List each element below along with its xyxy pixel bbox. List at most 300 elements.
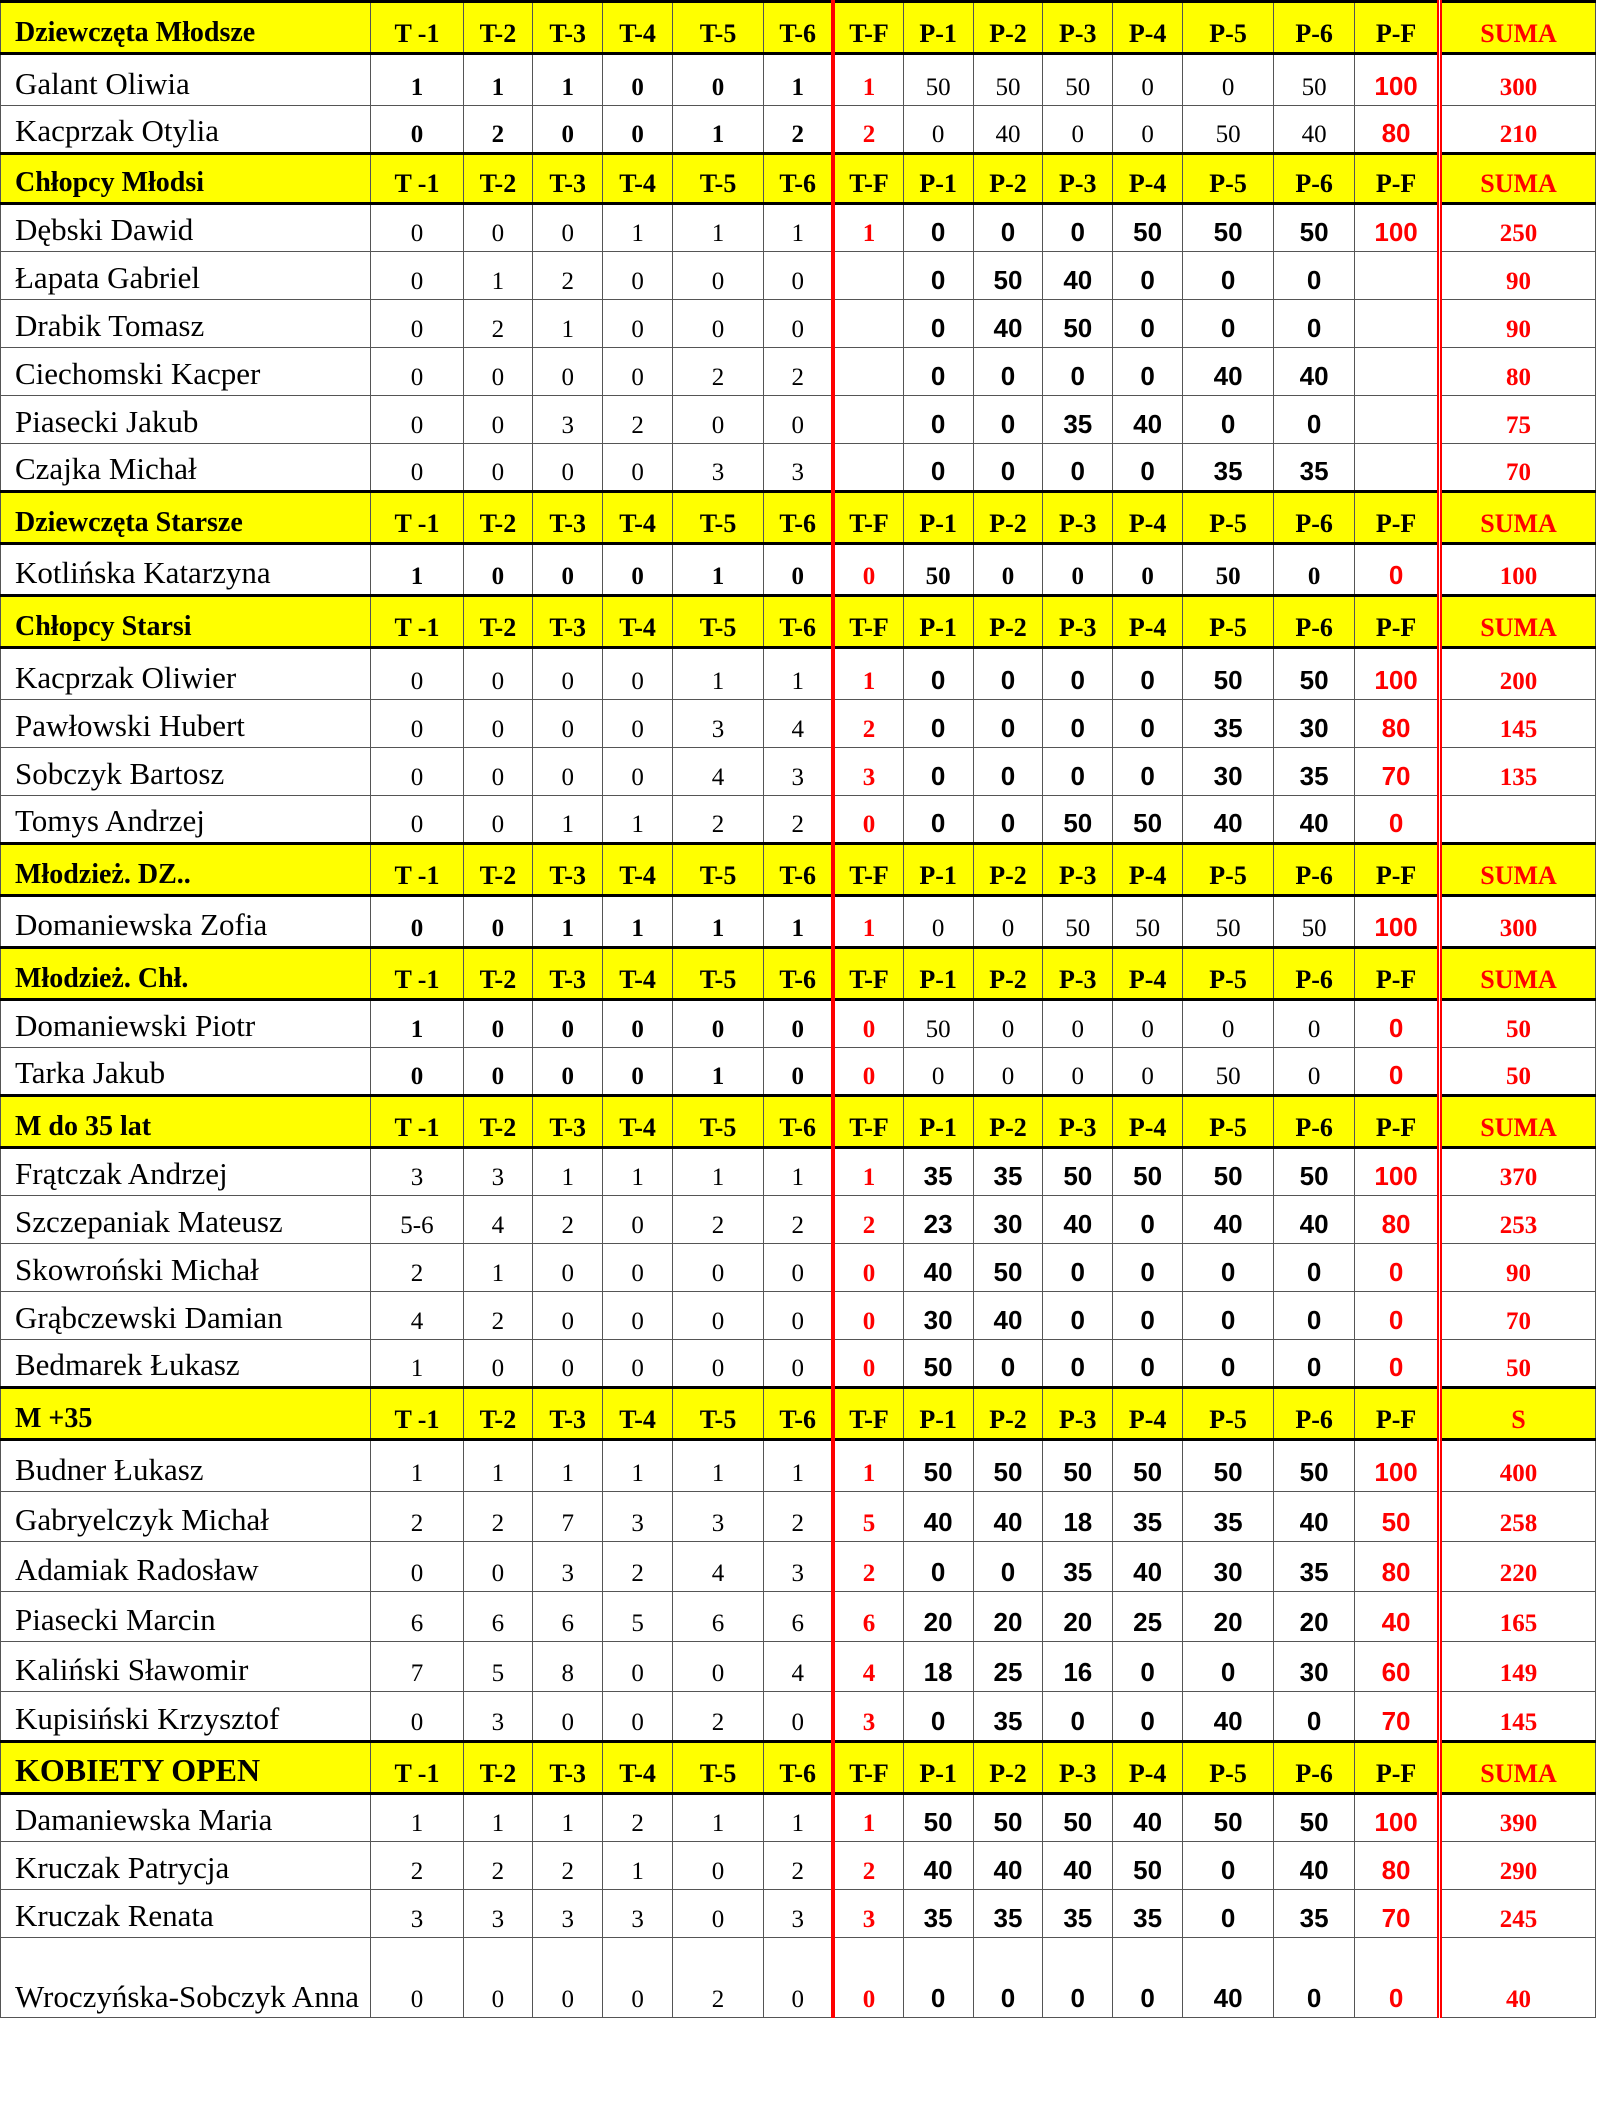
- score-cell: 40: [1113, 396, 1183, 444]
- score-cell: 30: [1274, 700, 1355, 748]
- score-cell: 35: [1113, 1492, 1183, 1542]
- column-header: T-4: [603, 492, 673, 544]
- score-cell: 0: [764, 396, 834, 444]
- table-row: [1, 1292, 1596, 1340]
- score-cell: 0: [1113, 748, 1183, 796]
- score-cell: 80: [1355, 1842, 1440, 1890]
- score-cell: 80: [1355, 700, 1440, 748]
- score-cell: 0: [903, 348, 973, 396]
- score-cell: 0: [1274, 1340, 1355, 1388]
- score-cell: 0: [672, 1244, 763, 1292]
- column-header: P-3: [1043, 596, 1113, 648]
- score-cell: 50: [1043, 796, 1113, 844]
- column-header: P-1: [903, 2, 973, 54]
- score-cell: 35: [1183, 444, 1274, 492]
- participant-name: Tomys Andrzej: [1, 796, 371, 844]
- column-header: P-3: [1043, 492, 1113, 544]
- score-cell: 0: [1043, 1340, 1113, 1388]
- score-cell: 50: [1113, 204, 1183, 252]
- column-header: T-F: [833, 492, 903, 544]
- column-header: T -1: [371, 596, 463, 648]
- total-cell: 90: [1440, 1244, 1596, 1292]
- score-cell: 20: [1274, 1592, 1355, 1642]
- score-cell: 0: [903, 648, 973, 700]
- score-cell: 0: [973, 1048, 1043, 1096]
- score-cell: 2: [371, 1244, 463, 1292]
- column-header: T-F: [833, 1388, 903, 1440]
- score-cell: 0: [603, 444, 673, 492]
- column-header-suma: SUMA: [1440, 844, 1596, 896]
- total-cell: 220: [1440, 1542, 1596, 1592]
- column-header: P-5: [1183, 154, 1274, 204]
- score-cell: 50: [1355, 1492, 1440, 1542]
- column-header: P-2: [973, 1742, 1043, 1794]
- group-header-row: [1, 1388, 1596, 1440]
- group-header-row: [1, 596, 1596, 648]
- score-cell: 35: [1274, 748, 1355, 796]
- total-cell: 165: [1440, 1592, 1596, 1642]
- score-cell: 0: [1043, 204, 1113, 252]
- score-cell: 0: [603, 348, 673, 396]
- participant-name: Budner Łukasz: [1, 1440, 371, 1492]
- total-cell: 370: [1440, 1148, 1596, 1196]
- participant-name: Kotlińska Katarzyna: [1, 544, 371, 596]
- score-cell: 50: [1183, 106, 1274, 154]
- score-cell: 0: [463, 544, 533, 596]
- score-cell: 40: [1355, 1592, 1440, 1642]
- score-cell: 1: [764, 1794, 834, 1842]
- column-header: T-5: [672, 2, 763, 54]
- score-cell: 0: [973, 796, 1043, 844]
- score-cell: 50: [1183, 1794, 1274, 1842]
- score-cell: 2: [764, 1196, 834, 1244]
- score-cell: 50: [973, 1244, 1043, 1292]
- score-cell: 2: [603, 396, 673, 444]
- column-header: P-1: [903, 596, 973, 648]
- score-cell: 0: [672, 300, 763, 348]
- column-header: T-4: [603, 596, 673, 648]
- score-cell: 1: [603, 1440, 673, 1492]
- score-cell: 40: [1274, 106, 1355, 154]
- score-cell: 0: [533, 204, 603, 252]
- score-cell: 5-6: [371, 1196, 463, 1244]
- score-cell: 5: [463, 1642, 533, 1692]
- score-cell: 100: [1355, 1794, 1440, 1842]
- score-cell: 50: [1043, 300, 1113, 348]
- score-cell: 0: [371, 444, 463, 492]
- score-cell: 0: [533, 1938, 603, 2018]
- score-cell: 0: [603, 1692, 673, 1742]
- column-header: P-5: [1183, 492, 1274, 544]
- score-cell: 100: [1355, 1148, 1440, 1196]
- score-cell: 7: [371, 1642, 463, 1692]
- column-header: P-4: [1113, 844, 1183, 896]
- score-cell: 0: [603, 648, 673, 700]
- score-cell: 2: [463, 1292, 533, 1340]
- score-cell: [1355, 252, 1440, 300]
- score-cell: 0: [1113, 1244, 1183, 1292]
- total-cell: 400: [1440, 1440, 1596, 1492]
- score-cell: 0: [1043, 106, 1113, 154]
- score-cell: 0: [1043, 1048, 1113, 1096]
- column-header: T-5: [672, 844, 763, 896]
- score-cell: 0: [973, 1542, 1043, 1592]
- column-header: T-4: [603, 844, 673, 896]
- score-cell: 0: [463, 1340, 533, 1388]
- column-header: P-3: [1043, 1388, 1113, 1440]
- group-header-row: [1, 1096, 1596, 1148]
- score-cell: 0: [603, 1642, 673, 1692]
- table-row: [1, 1492, 1596, 1542]
- score-cell: 1: [371, 1440, 463, 1492]
- score-cell: 2: [833, 106, 903, 154]
- score-cell: 0: [371, 748, 463, 796]
- column-header: T-4: [603, 154, 673, 204]
- score-cell: 0: [973, 1938, 1043, 2018]
- score-cell: 1: [603, 796, 673, 844]
- score-cell: 1: [371, 544, 463, 596]
- column-header: P-5: [1183, 948, 1274, 1000]
- score-cell: 0: [833, 796, 903, 844]
- participant-name: Kupisiński Krzysztof: [1, 1692, 371, 1742]
- score-cell: 50: [1274, 1148, 1355, 1196]
- column-header: P-4: [1113, 1388, 1183, 1440]
- score-cell: 50: [1274, 648, 1355, 700]
- column-header: P-F: [1355, 1742, 1440, 1794]
- total-cell: 300: [1440, 54, 1596, 106]
- score-cell: 50: [973, 1440, 1043, 1492]
- total-cell: 390: [1440, 1794, 1596, 1842]
- score-cell: 1: [672, 1440, 763, 1492]
- column-header: P-F: [1355, 492, 1440, 544]
- participant-name: Galant Oliwia: [1, 54, 371, 106]
- score-cell: 40: [1183, 1692, 1274, 1742]
- score-cell: 50: [1043, 1440, 1113, 1492]
- score-cell: 0: [1113, 648, 1183, 700]
- participant-name: Damaniewska Maria: [1, 1794, 371, 1842]
- score-cell: 0: [903, 796, 973, 844]
- score-cell: 0: [833, 1938, 903, 2018]
- score-cell: 0: [903, 1542, 973, 1592]
- score-cell: 2: [463, 106, 533, 154]
- score-cell: 0: [973, 544, 1043, 596]
- column-header: P-3: [1043, 948, 1113, 1000]
- score-cell: [833, 300, 903, 348]
- column-header: P-3: [1043, 1096, 1113, 1148]
- table-row: [1, 252, 1596, 300]
- score-cell: 50: [1113, 896, 1183, 948]
- score-cell: 0: [833, 1340, 903, 1388]
- score-cell: 50: [1274, 1440, 1355, 1492]
- score-cell: 0: [903, 106, 973, 154]
- score-cell: 1: [833, 1440, 903, 1492]
- score-cell: 0: [533, 1000, 603, 1048]
- score-cell: 40: [1183, 796, 1274, 844]
- total-cell: 210: [1440, 106, 1596, 154]
- score-cell: 0: [1355, 1340, 1440, 1388]
- table-row: [1, 1196, 1596, 1244]
- score-cell: 40: [1274, 348, 1355, 396]
- score-cell: 35: [1183, 700, 1274, 748]
- table-row: [1, 1340, 1596, 1388]
- score-cell: 0: [1355, 544, 1440, 596]
- score-cell: 6: [371, 1592, 463, 1642]
- score-cell: 2: [764, 1842, 834, 1890]
- score-cell: 0: [1274, 252, 1355, 300]
- score-cell: 40: [1183, 348, 1274, 396]
- score-cell: [833, 396, 903, 444]
- score-cell: 50: [1274, 204, 1355, 252]
- score-cell: 50: [1113, 1842, 1183, 1890]
- score-cell: 2: [533, 252, 603, 300]
- participant-name: Grąbczewski Damian: [1, 1292, 371, 1340]
- score-cell: 6: [764, 1592, 834, 1642]
- score-cell: 40: [973, 300, 1043, 348]
- participant-name: Pawłowski Hubert: [1, 700, 371, 748]
- group-title: Chłopcy Młodsi: [1, 154, 371, 204]
- score-cell: 100: [1355, 1440, 1440, 1492]
- score-cell: 1: [672, 106, 763, 154]
- score-cell: 40: [973, 1842, 1043, 1890]
- column-header: P-F: [1355, 596, 1440, 648]
- score-cell: 6: [833, 1592, 903, 1642]
- total-cell: 100: [1440, 544, 1596, 596]
- score-cell: 35: [1274, 1890, 1355, 1938]
- score-cell: 50: [1183, 896, 1274, 948]
- column-header: P-1: [903, 492, 973, 544]
- column-header: T-4: [603, 1096, 673, 1148]
- column-header: P-F: [1355, 2, 1440, 54]
- score-cell: 70: [1355, 1692, 1440, 1742]
- score-cell: 0: [603, 1048, 673, 1096]
- score-cell: 2: [672, 1692, 763, 1742]
- score-cell: 0: [1113, 700, 1183, 748]
- column-header: P-F: [1355, 1388, 1440, 1440]
- table-row: [1, 1692, 1596, 1742]
- column-header: T-3: [533, 154, 603, 204]
- score-cell: 18: [1043, 1492, 1113, 1542]
- score-cell: 0: [463, 648, 533, 700]
- score-cell: 0: [1274, 1244, 1355, 1292]
- column-header: T -1: [371, 1742, 463, 1794]
- group-header-row: [1, 1742, 1596, 1794]
- score-cell: 1: [764, 1148, 834, 1196]
- score-cell: 40: [973, 1492, 1043, 1542]
- score-cell: 2: [672, 348, 763, 396]
- score-cell: 1: [672, 1048, 763, 1096]
- column-header: P-4: [1113, 492, 1183, 544]
- score-cell: 0: [533, 1292, 603, 1340]
- column-header: T-3: [533, 1388, 603, 1440]
- score-cell: 100: [1355, 204, 1440, 252]
- table-row: [1, 700, 1596, 748]
- group-title: M +35: [1, 1388, 371, 1440]
- score-cell: 50: [1274, 1794, 1355, 1842]
- score-cell: 50: [1183, 544, 1274, 596]
- total-cell: [1440, 796, 1596, 844]
- score-cell: 50: [973, 54, 1043, 106]
- score-cell: 0: [371, 896, 463, 948]
- score-cell: 0: [463, 1938, 533, 2018]
- column-header: T-5: [672, 1388, 763, 1440]
- score-cell: 0: [371, 396, 463, 444]
- score-cell: 2: [672, 1196, 763, 1244]
- score-cell: 0: [533, 1244, 603, 1292]
- score-cell: 3: [371, 1890, 463, 1938]
- score-cell: 40: [1113, 1542, 1183, 1592]
- table-row: [1, 648, 1596, 700]
- score-cell: 40: [973, 1292, 1043, 1340]
- score-cell: 0: [1113, 1642, 1183, 1692]
- score-cell: 3: [603, 1890, 673, 1938]
- score-cell: 0: [533, 444, 603, 492]
- group-header-row: [1, 154, 1596, 204]
- column-header: T-2: [463, 492, 533, 544]
- score-cell: 0: [371, 1938, 463, 2018]
- score-cell: 3: [764, 444, 834, 492]
- total-cell: 135: [1440, 748, 1596, 796]
- score-cell: 5: [833, 1492, 903, 1542]
- score-cell: [833, 444, 903, 492]
- column-header: T-F: [833, 596, 903, 648]
- total-cell: 80: [1440, 348, 1596, 396]
- score-cell: 80: [1355, 106, 1440, 154]
- score-cell: 3: [672, 700, 763, 748]
- score-cell: 0: [603, 748, 673, 796]
- score-cell: 0: [371, 106, 463, 154]
- score-cell: [1355, 348, 1440, 396]
- score-cell: 0: [1043, 1000, 1113, 1048]
- score-cell: 50: [1043, 1148, 1113, 1196]
- score-cell: 3: [533, 1890, 603, 1938]
- total-cell: 90: [1440, 300, 1596, 348]
- column-header: T-F: [833, 844, 903, 896]
- column-header: P-5: [1183, 844, 1274, 896]
- score-cell: 0: [903, 1692, 973, 1742]
- column-header: T-6: [764, 1742, 834, 1794]
- score-cell: 0: [1113, 54, 1183, 106]
- column-header: P-1: [903, 1742, 973, 1794]
- score-cell: 0: [973, 748, 1043, 796]
- table-row: [1, 1592, 1596, 1642]
- column-header: P-2: [973, 596, 1043, 648]
- total-cell: 290: [1440, 1842, 1596, 1890]
- table-row: [1, 544, 1596, 596]
- score-cell: 0: [833, 544, 903, 596]
- column-header: P-6: [1274, 492, 1355, 544]
- participant-name: Ciechomski Kacper: [1, 348, 371, 396]
- total-cell: 70: [1440, 1292, 1596, 1340]
- column-header-suma: SUMA: [1440, 1096, 1596, 1148]
- column-header: P-4: [1113, 154, 1183, 204]
- column-header: P-6: [1274, 948, 1355, 1000]
- score-cell: 1: [463, 1244, 533, 1292]
- column-header: P-F: [1355, 948, 1440, 1000]
- score-cell: 0: [1183, 252, 1274, 300]
- score-cell: 8: [533, 1642, 603, 1692]
- score-cell: 1: [672, 204, 763, 252]
- score-cell: 0: [463, 748, 533, 796]
- score-cell: 70: [1355, 748, 1440, 796]
- score-cell: 25: [973, 1642, 1043, 1692]
- column-header: P-3: [1043, 1742, 1113, 1794]
- score-cell: 1: [371, 1000, 463, 1048]
- score-cell: 0: [1183, 54, 1274, 106]
- score-cell: 3: [463, 1890, 533, 1938]
- score-cell: 0: [764, 1244, 834, 1292]
- score-cell: 6: [533, 1592, 603, 1642]
- score-cell: 0: [1355, 1244, 1440, 1292]
- score-cell: 100: [1355, 54, 1440, 106]
- score-cell: 1: [533, 1794, 603, 1842]
- participant-name: Kaliński Sławomir: [1, 1642, 371, 1692]
- score-cell: 30: [903, 1292, 973, 1340]
- column-header: P-4: [1113, 1096, 1183, 1148]
- score-cell: 0: [903, 444, 973, 492]
- score-cell: 1: [371, 1340, 463, 1388]
- column-header: T-6: [764, 2, 834, 54]
- score-cell: 3: [833, 748, 903, 796]
- score-cell: 0: [463, 796, 533, 844]
- column-header: T-4: [603, 948, 673, 1000]
- score-cell: 3: [371, 1148, 463, 1196]
- score-cell: 0: [903, 700, 973, 748]
- score-cell: 1: [672, 1148, 763, 1196]
- group-header-row: [1, 948, 1596, 1000]
- table-row: [1, 748, 1596, 796]
- score-cell: 3: [764, 1542, 834, 1592]
- total-cell: 250: [1440, 204, 1596, 252]
- score-cell: [1355, 396, 1440, 444]
- total-cell: 245: [1440, 1890, 1596, 1938]
- score-cell: 35: [973, 1148, 1043, 1196]
- table-row: [1, 1148, 1596, 1196]
- score-cell: 0: [672, 1340, 763, 1388]
- participant-name: Skowroński Michał: [1, 1244, 371, 1292]
- total-cell: 50: [1440, 1000, 1596, 1048]
- score-cell: 60: [1355, 1642, 1440, 1692]
- table-row: [1, 1542, 1596, 1592]
- score-cell: 1: [603, 1842, 673, 1890]
- score-cell: 40: [1043, 1196, 1113, 1244]
- score-cell: 0: [603, 106, 673, 154]
- score-cell: 0: [1043, 1244, 1113, 1292]
- score-cell: 0: [1113, 300, 1183, 348]
- score-cell: 5: [603, 1592, 673, 1642]
- score-cell: 0: [1113, 1292, 1183, 1340]
- table-row: [1, 896, 1596, 948]
- score-cell: 18: [903, 1642, 973, 1692]
- score-cell: 50: [1183, 204, 1274, 252]
- score-cell: 30: [1274, 1642, 1355, 1692]
- score-cell: 0: [1274, 1692, 1355, 1742]
- score-cell: 0: [1113, 1048, 1183, 1096]
- score-cell: 40: [1274, 1196, 1355, 1244]
- score-cell: 50: [1113, 796, 1183, 844]
- score-cell: 1: [672, 544, 763, 596]
- score-cell: 2: [463, 1842, 533, 1890]
- score-cell: 1: [533, 1440, 603, 1492]
- column-header: P-4: [1113, 2, 1183, 54]
- score-cell: 2: [603, 1542, 673, 1592]
- score-cell: 0: [1355, 1292, 1440, 1340]
- score-cell: 1: [672, 648, 763, 700]
- column-header: T-2: [463, 596, 533, 648]
- column-header-suma: SUMA: [1440, 154, 1596, 204]
- score-cell: 0: [603, 1340, 673, 1388]
- column-header: P-F: [1355, 844, 1440, 896]
- score-cell: 0: [764, 544, 834, 596]
